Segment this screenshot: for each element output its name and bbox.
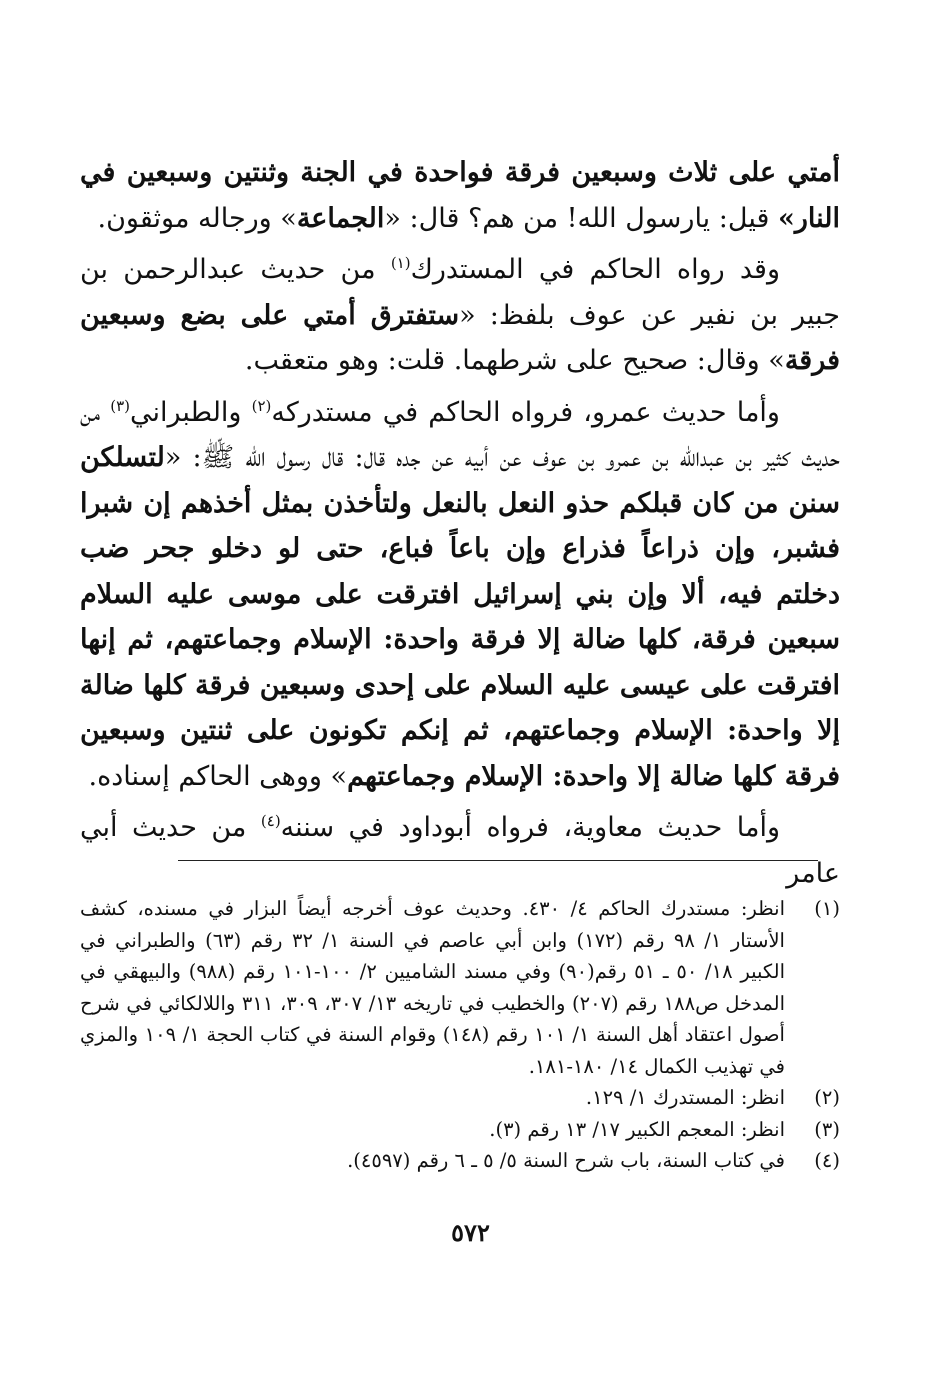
footnotes [80, 893, 840, 1177]
footnote-number: (٣) [814, 1117, 840, 1141]
page-number: ٥٧٢ [451, 1218, 490, 1247]
footnote-separator [178, 860, 818, 861]
hadith-text-bold: الجماعة [296, 202, 385, 234]
footnote-item [80, 1082, 840, 1114]
text-run: وأما حديث عمرو، فرواه الحاكم في مستدركه [271, 396, 780, 428]
text-run: من حديث عبدالرحمن بن جبير بن نفير عن عوف بلفظ: « [80, 254, 840, 331]
text-run: » وقال: صحيح على شرطهما. قلت: وهو متعقب. [244, 345, 785, 376]
footnote-ref-1[interactable]: (١) [390, 254, 411, 272]
paragraph-2 [80, 247, 840, 384]
page-body [80, 150, 840, 896]
footnote-text: انظر: المستدرك ١/ ١٢٩. [585, 1086, 785, 1109]
text-run: » ووهى الحاكم إسناده. [88, 760, 348, 792]
text-run: من حديث أبي عامر [80, 812, 840, 889]
main-text [80, 150, 840, 896]
text-run: من حديث كثير بن عبدالله بن عمرو بن عوف عن أبيه عن جده قال: قال رسول الله ﷺ: « [80, 396, 840, 473]
footnote-ref-2[interactable]: (٢) [251, 396, 272, 415]
text-run: » ورجاله موثقون. [97, 202, 297, 234]
footnote-item [80, 1145, 840, 1177]
paragraph-3 [80, 390, 840, 800]
paragraph-1 [80, 150, 840, 241]
footnote-number: (١) [814, 897, 840, 920]
footnote-text: في كتاب السنة، باب شرح السنة ٥/ ٥ ـ ٦ رقم (٤٥٩٧). [347, 1149, 785, 1172]
hadith-text-bold: أمتي على ثلاث وسبعين فرقة فواحدة في الجنة وثنتين وسبعين في النار» [80, 157, 840, 234]
text-run: وقد رواه الحاكم في المستدرك [410, 254, 781, 285]
text-run: وأما حديث معاوية، فرواه أبوداود في سننه [280, 812, 780, 843]
footnote-number: (٤) [814, 1149, 840, 1172]
footnote-number: (٢) [814, 1086, 840, 1109]
footnote-text: انظر: مستدرك الحاكم ٤/ ٤٣٠. وحديث عوف أخرجه أيضاً البزار في مسنده، كشف الأستار ١/ ٩٨ رقم (١٧٢) وابن أبي عاصم في السنة ١/ ٣٢ رقم (٦٣) والطبراني في الكبير ١٨/ ٥٠ ـ ٥١ رقم(٩٠) وفي مسند الشاميين ٢/ ١٠٠-١٠١ رقم (٩٨٨) والبيهقي في المدخل ص١٨٨ رقم (٢٠٧) والخطيب في تاريخه ١٣/ ٣٠٧، ٣٠٩، ٣١١ واللالكائي في شرح أصول اعتقاد أهل السنة ١/ ١٠١ رقم (١٤٨) وقوام السنة في كتاب الحجة ١/ ١٠٩ والمزي في تهذيب الكمال ١٤/ ١٨٠-١٨١. [80, 897, 785, 1078]
text-run: والطبراني [129, 396, 252, 428]
footnote-item [80, 1114, 840, 1146]
hadith-text-bold: ستفترق أمتي على بضع وسبعين فرقة [80, 299, 840, 376]
text-run: قيل: يارسول الله! من هم؟ قال: « [384, 202, 770, 234]
footnote-ref-3[interactable]: (٣) [110, 396, 130, 415]
footnote-ref-4[interactable]: (٤) [260, 812, 281, 830]
footnote-item [80, 893, 840, 1082]
paragraph-4 [80, 805, 840, 896]
hadith-text-bold: لتسلكن سنن من كان قبلكم حذو النعل بالنعل ولتأخذن بمثل أخذهم إن شبرا فشبر، وإن ذراعاً فذراع وإن باعاً فباع، حتى لو دخلو جحر ضب دخلتم فيه، ألا وإن بني إسرائيل افترقت على موسى عليه السلام سبعين فرقة، كلها ضالة إلا فرقة واحدة: الإسلام وجماعتهم، ثم إنها افترقت على عيسى عليه السلام على إحدى وسبعين فرقة كلها ضالة إلا واحدة: الإسلام وجماعتهم، ثم إنكم تكونون على ثنتين وسبعين فرقة كلها ضالة إلا واحدة: الإسلام وجماعتهم [80, 442, 840, 792]
footnote-text: انظر: المعجم الكبير ١٧/ ١٣ رقم (٣). [489, 1117, 785, 1141]
